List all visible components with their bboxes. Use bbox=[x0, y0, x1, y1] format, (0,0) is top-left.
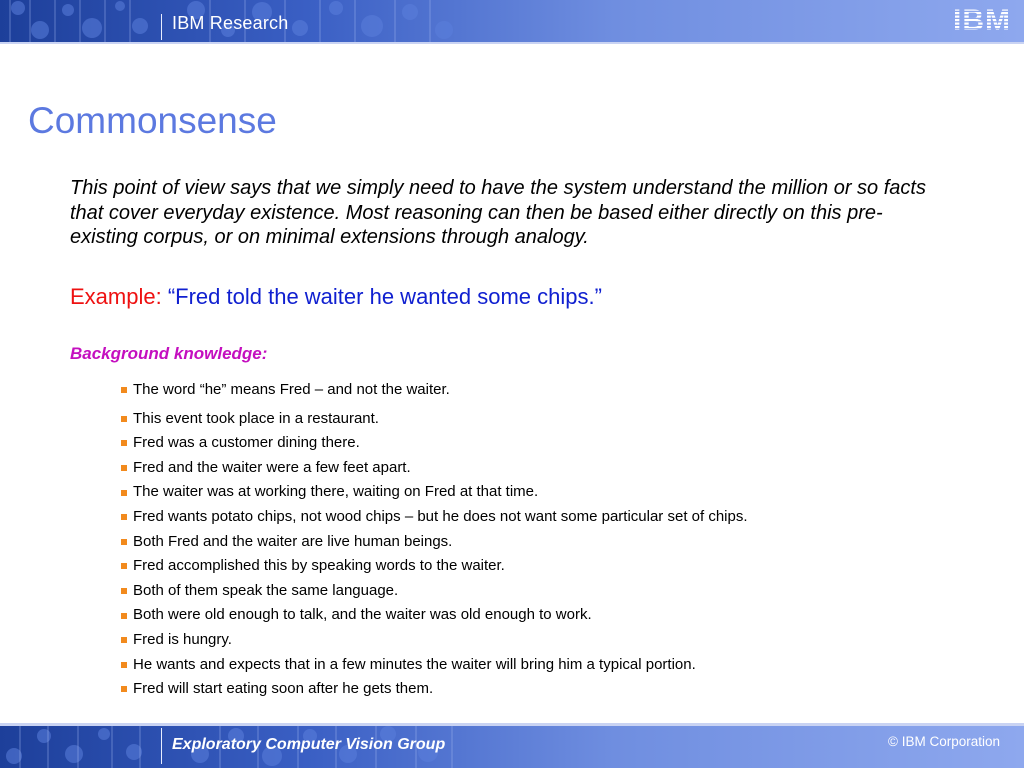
list-item bbox=[121, 603, 748, 628]
list-item-text: This event took place in a restaurant. bbox=[133, 409, 379, 427]
list-item-text: Fred will start eating soon after he gets them. bbox=[133, 680, 434, 698]
list-item-text: Both Fred and the waiter are live human beings. bbox=[133, 532, 453, 550]
list-item bbox=[121, 530, 748, 555]
bullet-square-icon bbox=[121, 539, 127, 545]
bullet-square-icon bbox=[121, 514, 127, 520]
background-list bbox=[121, 378, 748, 702]
list-item bbox=[121, 431, 748, 456]
list-item bbox=[121, 505, 748, 530]
list-item-text: Both were old enough to talk, and the waiter was old enough to work. bbox=[133, 606, 592, 624]
list-item bbox=[121, 579, 748, 604]
bullet-square-icon bbox=[121, 440, 127, 446]
background-heading: Background knowledge: bbox=[70, 344, 268, 363]
example-line bbox=[70, 284, 602, 310]
list-item bbox=[121, 378, 748, 403]
footer-copyright: © IBM Corporation bbox=[888, 734, 1000, 749]
header-title: IBM Research bbox=[172, 13, 289, 33]
bullet-square-icon bbox=[121, 416, 127, 422]
intro-paragraph: This point of view says that we simply need to have the system understand the million or so facts that cover everyday existence. Most reasoning can then be based either directly on this pre-existing corpus, or on minimal extensions through analogy. bbox=[70, 177, 926, 248]
header-underline bbox=[0, 42, 1024, 44]
bullet-square-icon bbox=[121, 686, 127, 692]
example-quote: “Fred told the waiter he wanted some chips.” bbox=[167, 284, 602, 309]
footer-divider bbox=[161, 728, 162, 764]
list-item-text: The word “he” means Fred – and not the waiter. bbox=[133, 381, 450, 398]
bullet-square-icon bbox=[121, 387, 127, 393]
slide-title: Commonsense bbox=[28, 100, 277, 141]
list-item-text: Fred is hungry. bbox=[133, 630, 232, 648]
footer-bar bbox=[0, 723, 1024, 768]
bullet-square-icon bbox=[121, 490, 127, 496]
bullet-square-icon bbox=[121, 637, 127, 643]
list-item-text: The waiter was at working there, waiting on Fred at that time. bbox=[133, 483, 539, 501]
list-item bbox=[121, 653, 748, 678]
list-item-text: Fred accomplished this by speaking words to the waiter. bbox=[133, 557, 505, 575]
list-item-text: Fred wants potato chips, not wood chips – but he does not want some particular set of chips. bbox=[133, 507, 748, 525]
header-bar bbox=[0, 0, 1024, 44]
list-item bbox=[121, 456, 748, 481]
header-divider bbox=[161, 14, 162, 40]
list-item bbox=[121, 480, 748, 505]
svg-text:IBM: IBM bbox=[953, 5, 1011, 33]
bullet-square-icon bbox=[121, 613, 127, 619]
bullet-square-icon bbox=[121, 588, 127, 594]
list-item bbox=[121, 677, 748, 702]
example-label: Example: bbox=[70, 284, 162, 309]
list-item bbox=[121, 407, 748, 432]
ibm-logo bbox=[948, 5, 1016, 33]
list-item-text: Fred and the waiter were a few feet apart. bbox=[133, 458, 411, 476]
list-item-text: Both of them speak the same language. bbox=[133, 581, 399, 599]
list-item-text: He wants and expects that in a few minutes the waiter will bring him a typical portion. bbox=[133, 655, 696, 673]
bullet-square-icon bbox=[121, 563, 127, 569]
list-item-text: Fred was a customer dining there. bbox=[133, 434, 360, 452]
bullet-square-icon bbox=[121, 465, 127, 471]
footer-group-name: Exploratory Computer Vision Group bbox=[172, 736, 446, 753]
list-item bbox=[121, 628, 748, 653]
bullet-square-icon bbox=[121, 662, 127, 668]
list-item bbox=[121, 554, 748, 579]
